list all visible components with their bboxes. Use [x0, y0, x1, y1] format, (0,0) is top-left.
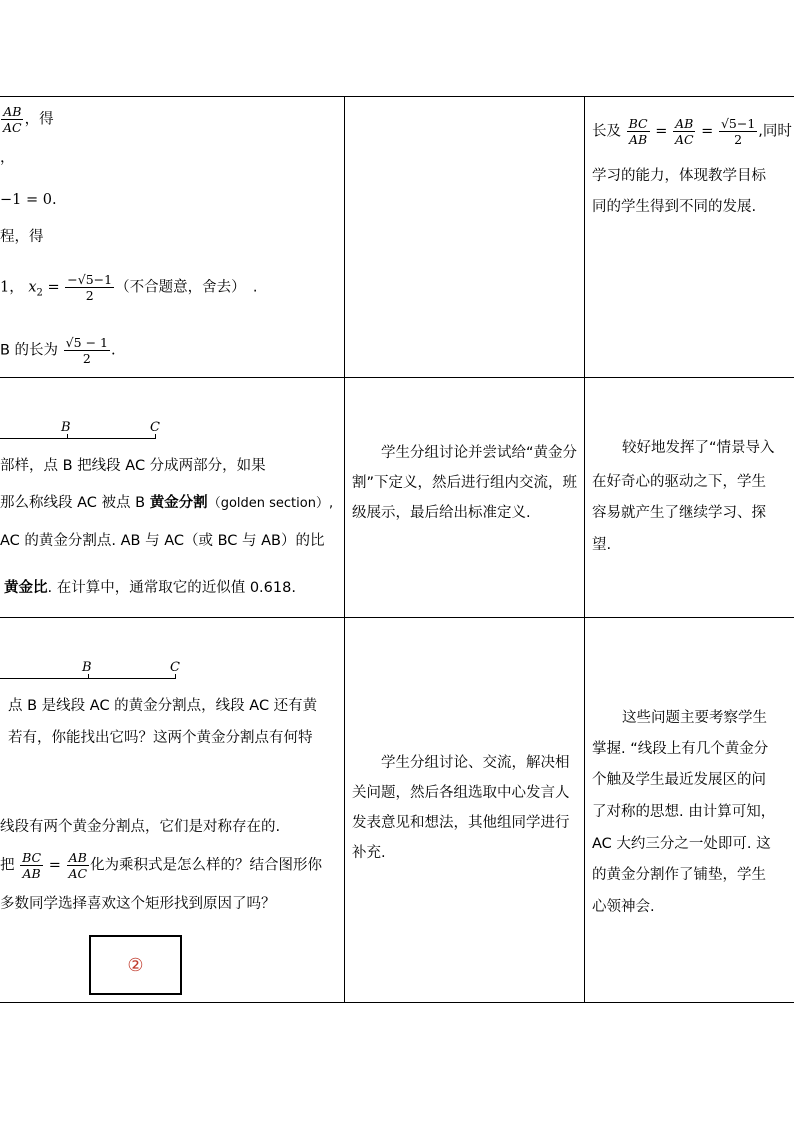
circled-number-2: ②	[127, 954, 144, 976]
column-divider-1	[344, 96, 345, 1002]
label-c-row2: C	[150, 420, 160, 435]
row1-col1-line3: −1 = 0.	[0, 192, 57, 208]
row1-col3-line1: 长及 $\frac{BC}{AB}$ = $\frac{AB}{AC}$ = $\frac{√5-1}{2}$ ,同时	[592, 116, 792, 147]
row2-col1-line2: 那么称线段 AC 被点 B 黄金分割（golden section）,	[0, 495, 334, 511]
row-divider-1	[0, 377, 794, 378]
row3-col3-line1: 这些问题主要考察学生	[622, 710, 767, 726]
label-b-row3: B	[82, 660, 92, 675]
row3-col1-line3: 线段有两个黄金分割点，它们是对称存在的.	[0, 819, 281, 835]
row2-col3-line1: 较好地发挥了“情景导入	[622, 440, 775, 456]
row2-col1-line3: AC 的黄金分割点. AB 与 AC（或 BC 与 AB）的比	[0, 533, 325, 549]
fraction: $\frac{√5 - 1}{2}$	[65, 335, 108, 366]
fraction: $\frac{BC}{AB}$	[22, 850, 42, 881]
row2-col1-line1: 部样，点 B 把线段 AC 分成两部分，如果	[0, 458, 266, 474]
row2-col1-line4: 黄金比. 在计算中，通常取它的近似值 0.618.	[4, 580, 296, 596]
row3-col3-line3: 个触及学生最近发展区的问	[592, 772, 766, 788]
label-b-row2: B	[61, 420, 71, 435]
row3-col1-line5: 多数同学选择喜欢这个矩形找到原因了吗？	[0, 896, 276, 912]
fraction: $\frac{AB}{AC}$	[68, 850, 88, 881]
fraction: $\frac{√5-1}{2}$	[720, 116, 756, 147]
row2-col2-text: 学生分组讨论并尝试给“黄金分割”下定义，然后进行组内交流，班级展示，最后给出标准定义.	[352, 445, 578, 521]
row3-col1-line4: 把 $\frac{BC}{AB}$ = $\frac{AB}{AC}$ 化为乘积式是怎么样的？结合图形你	[0, 850, 323, 881]
fraction: $\frac{-√5-1}{2}$	[67, 272, 113, 303]
fraction: $\frac{BC}{AB}$	[628, 116, 648, 147]
row1-col1-line4: 程，得	[0, 229, 44, 245]
row1-col3-line3: 同的学生得到不同的发展.	[592, 199, 757, 215]
row2-col3-line4: 望.	[592, 537, 612, 553]
row3-col1-line2: 若有，你能找出它吗？这两个黄金分割点有何特	[8, 730, 313, 746]
row3-col3-line7: 心领神会.	[592, 899, 655, 915]
rectangle-2	[89, 935, 182, 995]
table-bottom-border	[0, 1002, 794, 1003]
row3-col3-line2: 掌握. “线段上有几个黄金分	[592, 741, 769, 757]
row2-col3-line3: 容易就产生了继续学习、探	[592, 505, 766, 521]
row1-col1-line2: ，	[0, 150, 15, 166]
row1-col1-line1: $\frac{AB}{AC}$ ，得	[3, 104, 54, 135]
segment-ac-row2	[0, 438, 156, 439]
fraction: $\frac{AB}{AC}$	[3, 104, 22, 135]
row3-col2-text: 学生分组讨论、交流，解决相关问题，然后各组选取中心发言人发表意见和想法，其他组同学进行补充.	[352, 755, 570, 861]
table-top-border	[0, 96, 794, 97]
row1-col1-line6: B 的长为 $\frac{√5 - 1}{2}$ .	[0, 335, 116, 366]
row-divider-2	[0, 617, 794, 618]
row3-col1-line1: 点 B 是线段 AC 的黄金分割点，线段 AC 还有黄	[8, 698, 318, 714]
row1-col3-line2: 学习的能力，体现教学目标	[592, 168, 766, 184]
row3-col3-line6: 的黄金分割作了铺垫，学生	[592, 867, 766, 883]
row2-col3-line2: 在好奇心的驱动之下，学生	[592, 474, 766, 490]
row3-col3-line5: AC 大约三分之一处即可. 这	[592, 836, 771, 852]
row3-col3-line4: 了对称的思想. 由计算可知，	[592, 804, 776, 820]
label-c-row3: C	[170, 660, 180, 675]
row1-col1-line5: 1， $x_2$ = $\frac{-√5-1}{2}$ （不合题意，舍去） .	[0, 272, 258, 303]
column-divider-2	[584, 96, 585, 1002]
fraction: $\frac{AB}{AC}$	[674, 116, 694, 147]
